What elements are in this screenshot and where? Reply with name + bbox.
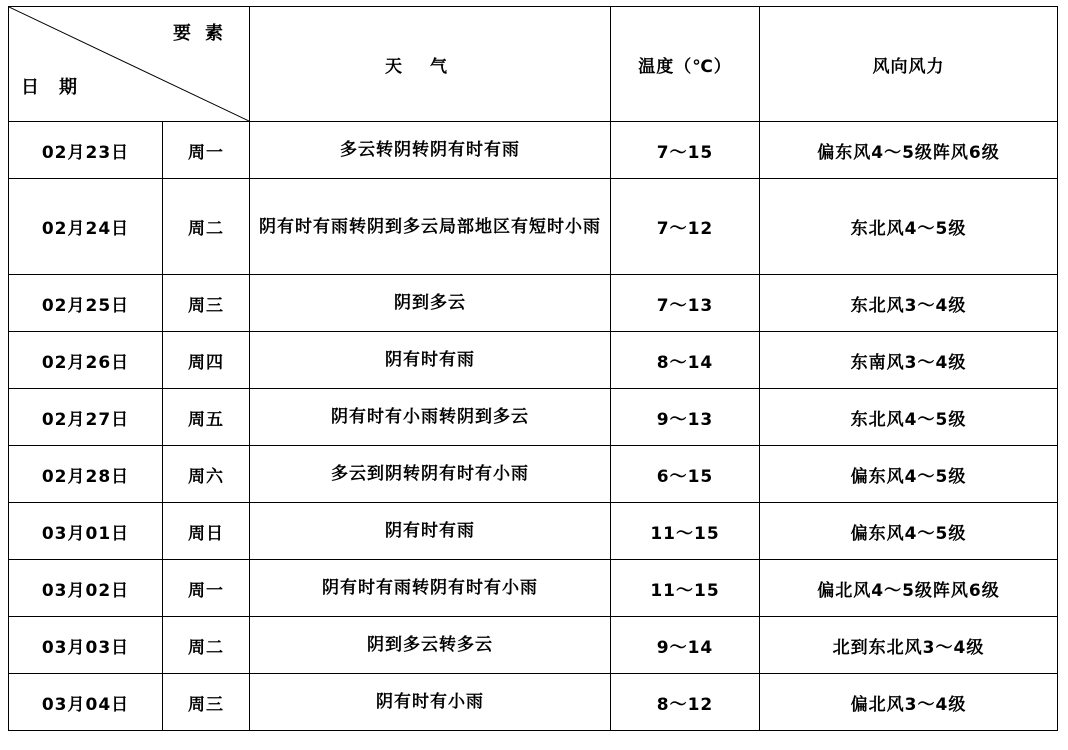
corner-header-cell bbox=[9, 7, 250, 122]
weather-forecast-table bbox=[8, 6, 1058, 731]
weekday-cell: 周六 bbox=[163, 446, 250, 503]
weather-cell: 阴有时有雨 bbox=[250, 332, 611, 389]
temperature-cell: 7～15 bbox=[611, 122, 760, 179]
wind-cell: 北到东北风3～4级 bbox=[760, 617, 1058, 674]
weather-cell: 多云到阴转阴有时有小雨 bbox=[250, 446, 611, 503]
date-cell: 02月28日 bbox=[9, 446, 163, 503]
date-cell: 03月01日 bbox=[9, 503, 163, 560]
weekday-cell: 周一 bbox=[163, 560, 250, 617]
weather-cell: 多云转阴转阴有时有雨 bbox=[250, 122, 611, 179]
weather-cell: 阴到多云 bbox=[250, 275, 611, 332]
wind-cell: 偏北风4～5级阵风6级 bbox=[760, 560, 1058, 617]
weekday-cell: 周一 bbox=[163, 122, 250, 179]
weather-cell: 阴有时有雨 bbox=[250, 503, 611, 560]
table-row bbox=[9, 560, 1058, 617]
wind-cell: 偏东风4～5级 bbox=[760, 446, 1058, 503]
header-row bbox=[9, 7, 1058, 122]
weekday-cell: 周二 bbox=[163, 617, 250, 674]
table-row bbox=[9, 503, 1058, 560]
date-cell: 02月25日 bbox=[9, 275, 163, 332]
date-cell: 03月02日 bbox=[9, 560, 163, 617]
wind-cell: 偏北风3～4级 bbox=[760, 674, 1058, 731]
wind-cell: 东南风3～4级 bbox=[760, 332, 1058, 389]
temperature-cell: 7～12 bbox=[611, 179, 760, 275]
table-row bbox=[9, 179, 1058, 275]
date-cell: 03月03日 bbox=[9, 617, 163, 674]
weather-cell: 阴有时有小雨转阴到多云 bbox=[250, 389, 611, 446]
wind-cell: 偏东风4～5级阵风6级 bbox=[760, 122, 1058, 179]
table-row bbox=[9, 332, 1058, 389]
table-row bbox=[9, 674, 1058, 731]
wind-column-header: 风向风力 bbox=[760, 7, 1058, 122]
temperature-cell: 8～12 bbox=[611, 674, 760, 731]
weekday-cell: 周三 bbox=[163, 674, 250, 731]
table-row bbox=[9, 446, 1058, 503]
weather-cell: 阴有时有雨转阴到多云局部地区有短时小雨 bbox=[250, 179, 611, 275]
temperature-cell: 9～13 bbox=[611, 389, 760, 446]
temperature-cell: 6～15 bbox=[611, 446, 760, 503]
weekday-cell: 周三 bbox=[163, 275, 250, 332]
date-cell: 02月23日 bbox=[9, 122, 163, 179]
weather-cell: 阴有时有雨转阴有时有小雨 bbox=[250, 560, 611, 617]
date-cell: 02月26日 bbox=[9, 332, 163, 389]
table-row bbox=[9, 122, 1058, 179]
corner-label-elements: 要素 bbox=[173, 23, 237, 44]
weather-column-header: 天气 bbox=[250, 7, 611, 122]
table-row bbox=[9, 617, 1058, 674]
weekday-cell: 周二 bbox=[163, 179, 250, 275]
wind-cell: 东北风4～5级 bbox=[760, 179, 1058, 275]
wind-cell: 东北风3～4级 bbox=[760, 275, 1058, 332]
date-cell: 03月04日 bbox=[9, 674, 163, 731]
temperature-cell: 11～15 bbox=[611, 560, 760, 617]
weekday-cell: 周日 bbox=[163, 503, 250, 560]
date-cell: 02月27日 bbox=[9, 389, 163, 446]
weather-cell: 阴到多云转多云 bbox=[250, 617, 611, 674]
weather-cell: 阴有时有小雨 bbox=[250, 674, 611, 731]
temperature-cell: 11～15 bbox=[611, 503, 760, 560]
weekday-cell: 周五 bbox=[163, 389, 250, 446]
corner-label-date: 日期 bbox=[21, 77, 97, 98]
wind-cell: 偏东风4～5级 bbox=[760, 503, 1058, 560]
temperature-cell: 8～14 bbox=[611, 332, 760, 389]
table-row bbox=[9, 275, 1058, 332]
table-row bbox=[9, 389, 1058, 446]
weekday-cell: 周四 bbox=[163, 332, 250, 389]
temperature-cell: 7～13 bbox=[611, 275, 760, 332]
wind-cell: 东北风4～5级 bbox=[760, 389, 1058, 446]
date-cell: 02月24日 bbox=[9, 179, 163, 275]
temperature-cell: 9～14 bbox=[611, 617, 760, 674]
temperature-column-header: 温度（℃） bbox=[611, 7, 760, 122]
